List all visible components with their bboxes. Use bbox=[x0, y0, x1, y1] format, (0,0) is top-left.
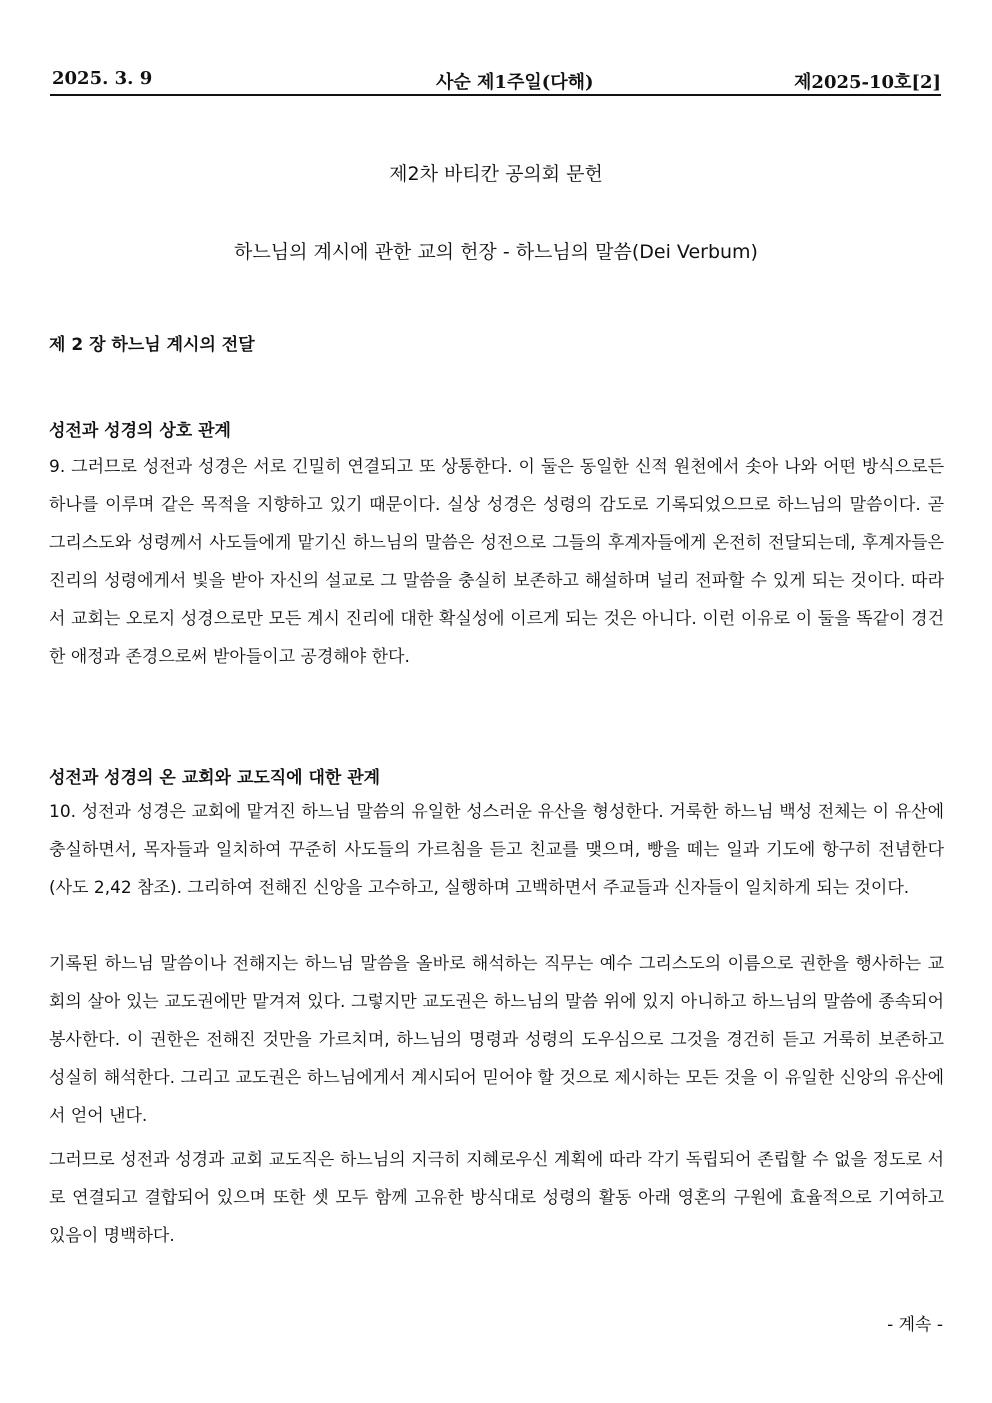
bulletin-header bbox=[50, 66, 941, 96]
header-date: 2025. 3. 9 bbox=[52, 68, 153, 89]
section-heading: 성전과 성경의 온 교회와 교도직에 대한 관계 bbox=[49, 768, 381, 788]
paragraph: 9. 그러므로 성전과 성경은 서로 긴밀히 연결되고 또 상통한다. 이 둘은 동일한 신적 원천에서 솟아 나와 어떤 방식으로든 하나를 이루며 같은 목적을 지향하고 있기 때문이다. 실상 성경은 성령의 감도로 기록되었으므로 하느님의 말씀이다. 곧 그리스도와 성령께서 사도들에게 맡기신 하느님의 말씀은 성전으로 그들의 후계자들에게 온전히 전달되는데, 후계자들은 진리의 성령에게서 빛을 받아 자신의 설교로 그 말씀을 충실히 보존하고 해설하며 널리 전파할 수 있게 되는 것이다. 따라서 교회는 오로지 성경으로만 모든 계시 진리에 대한 확실성에 이르게 되는 것은 아니다. 이런 이유로 이 둘을 똑같이 경건한 애정과 존경으로써 받아들이고 공경해야 한다. bbox=[49, 457, 944, 667]
header-issue-number: 제2025-10호[2] bbox=[794, 72, 941, 93]
chapter-heading: 제 2 장 하느님 계시의 전달 bbox=[49, 335, 255, 355]
document-title: 제2차 바티칸 공의회 문헌 bbox=[389, 163, 603, 185]
header-liturgical-week: 사순 제1주일(다해) bbox=[436, 72, 594, 93]
paragraph: 그러므로 성전과 성경과 교회 교도직은 하느님의 지극히 지혜로우신 계획에 따라 각기 독립되어 존립할 수 없을 정도로 서로 연결되고 결합되어 있으며 또한 셋 모두 함께 고유한 방식대로 성령의 활동 아래 영혼의 구원에 효율적으로 기여하고 있음이 명백하다. bbox=[49, 1150, 944, 1246]
continued-note: - 계속 - bbox=[887, 1315, 943, 1335]
paragraph: 10. 성전과 성경은 교회에 맡겨진 하느님 말씀의 유일한 성스러운 유산을 형성한다. 거룩한 하느님 백성 전체는 이 유산에 충실하면서, 목자들과 일치하여 꾸준히 사도들의 가르침을 듣고 친교를 맺으며, 빵을 떼는 일과 기도에 항구히 전념한다(사도 2,42 참조). 그리하여 전해진 신앙을 고수하고, 실행하며 고백하면서 주교들과 신자들이 일치하게 되는 것이다. bbox=[49, 802, 944, 898]
document-subtitle: 하느님의 계시에 관한 교의 헌장 - 하느님의 말씀(Dei Verbum) bbox=[234, 241, 758, 263]
paragraph: 기록된 하느님 말씀이나 전해지는 하느님 말씀을 올바로 해석하는 직무는 예수 그리스도의 이름으로 권한을 행사하는 교회의 살아 있는 교도권에만 맡겨져 있다. 그렇지만 교도권은 하느님의 말씀 위에 있지 아니하고 하느님의 말씀에 종속되어 봉사한다. 이 권한은 전해진 것만을 가르치며, 하느님의 명령과 성령의 도우심으로 그것을 경건히 듣고 거룩히 보존하고 성실히 해석한다. 그리고 교도권은 하느님에게서 계시되어 믿어야 할 것으로 제시하는 모든 것을 이 유일한 신앙의 유산에서 얻어 낸다. bbox=[49, 954, 944, 1126]
section-heading: 성전과 성경의 상호 관계 bbox=[49, 421, 231, 441]
